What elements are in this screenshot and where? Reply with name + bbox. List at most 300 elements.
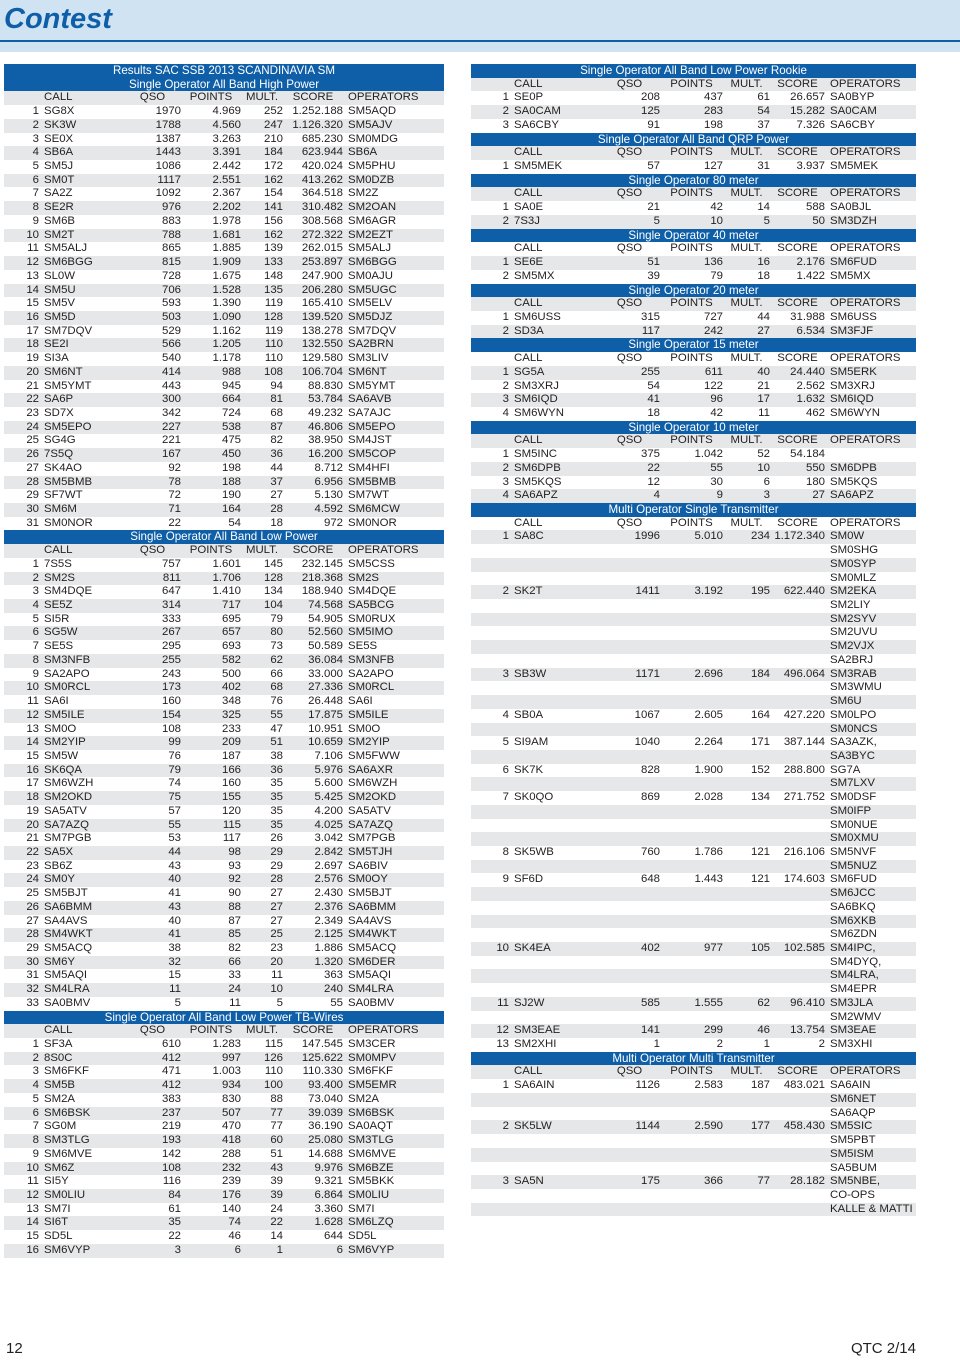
rank: 24 [4, 873, 44, 887]
qso-count: 1040 [634, 736, 660, 749]
operators: SM2VJX [825, 640, 916, 654]
table-title: Results SAC SSB 2013 SCANDINAVIA SM [4, 64, 444, 78]
score: 4.025 [283, 819, 343, 833]
points: 5.010 [660, 530, 723, 544]
call-sign: SM5MEK [514, 160, 563, 173]
result-row [4, 1203, 444, 1217]
score: 5.130 [314, 489, 343, 502]
operators: SM2WMV [830, 1010, 882, 1023]
multipliers: 148 [263, 269, 283, 282]
operators: SA7AZQ [343, 819, 444, 833]
qso-count: 865 [161, 242, 181, 255]
result-row [4, 1244, 444, 1258]
points: 122 [703, 379, 723, 392]
score: 13.754 [770, 1024, 825, 1038]
operators: SM7LXV [825, 777, 916, 791]
multipliers: 35 [270, 777, 283, 790]
points: 538 [181, 421, 241, 435]
score: 14.688 [308, 1147, 343, 1160]
points: 977 [660, 942, 723, 956]
qso-count: 585 [599, 997, 660, 1011]
operators: SM0O [348, 722, 381, 735]
points: 46 [228, 1230, 241, 1243]
qso-count: 21 [647, 201, 660, 214]
operators-column-header: OPERATORS [825, 146, 916, 160]
result-row [4, 736, 444, 750]
rank-column-header [471, 517, 514, 531]
call-sign: SF6D [514, 873, 544, 886]
multipliers [723, 969, 770, 983]
result-row [471, 270, 916, 284]
qso-count: 760 [640, 845, 660, 858]
call-sign: SM5INC [514, 448, 558, 461]
operators: SA0CAM [825, 105, 916, 119]
qso-count: 255 [599, 366, 660, 380]
result-row [4, 695, 444, 709]
score: 458.430 [770, 1120, 825, 1134]
score: 206.280 [283, 284, 343, 298]
rank: 16 [4, 1244, 44, 1258]
call-sign: SM2T [44, 229, 124, 243]
call-sign [514, 640, 599, 654]
call-sign: SA6APZ [514, 489, 599, 503]
operators: SA5ATV [348, 804, 391, 817]
result-row [4, 668, 444, 682]
category-title: Single Operator 80 meter [471, 174, 916, 188]
call-sign: SM3TLG [44, 1134, 124, 1148]
score: 1.320 [283, 956, 343, 970]
operators: SM2SYV [825, 613, 916, 627]
score [770, 1107, 825, 1121]
points: 1.706 [181, 572, 241, 586]
score: 10.659 [283, 736, 343, 750]
operators: SA2APO [348, 667, 394, 680]
call-sign: SK5WB [514, 845, 554, 858]
points: 3.263 [212, 132, 241, 145]
points-column-header: POINTS [660, 187, 723, 201]
qso-count [599, 626, 660, 640]
qso-count [599, 1134, 660, 1148]
qso-count: 71 [124, 503, 181, 517]
multipliers: 44 [757, 310, 770, 323]
result-row [4, 380, 444, 394]
call-sign [514, 750, 599, 764]
multipliers: 28 [241, 873, 283, 887]
points: 450 [181, 448, 241, 462]
qso-count: 828 [640, 763, 660, 776]
call-column-header: CALL [514, 434, 599, 448]
call-sign: SM5ALJ [44, 242, 88, 255]
result-row [4, 297, 444, 311]
call-sign: SM6VYP [44, 1244, 124, 1258]
call-sign: SM0T [44, 174, 124, 188]
rank: 8 [502, 845, 509, 858]
score-column-header: SCORE [283, 544, 343, 558]
rank: 29 [26, 942, 39, 954]
points: 1.042 [694, 448, 723, 461]
points: 96 [660, 393, 723, 407]
operators: SM3CER [348, 1038, 396, 1051]
multipliers: 6 [763, 475, 770, 488]
operators: SA6AQP [830, 1106, 876, 1119]
operators: SM5NBE, [825, 1175, 916, 1189]
qso-count: 1 [653, 1038, 660, 1051]
points: 120 [221, 804, 241, 817]
multipliers [723, 915, 770, 929]
points-column-header: POINTS [660, 146, 723, 160]
points: 1.205 [181, 338, 241, 352]
call-sign: SD7X [44, 406, 74, 419]
multipliers [723, 901, 770, 915]
category-title: Multi Operator Single Transmitter [471, 503, 916, 517]
score: 7.106 [314, 749, 343, 762]
page-header [0, 0, 960, 52]
points-column-header: POINTS [660, 1065, 723, 1079]
call-sign [514, 1134, 599, 1148]
rank: 11 [27, 1175, 39, 1188]
score: 7.326 [796, 118, 825, 131]
qso-count: 15 [168, 969, 181, 982]
operators: SA6BKQ [830, 900, 876, 913]
rank: 11 [27, 242, 39, 255]
call-sign: SK4EA [514, 942, 599, 956]
result-row [471, 462, 916, 476]
multipliers: 5 [723, 215, 770, 229]
qso-count: 342 [161, 406, 181, 419]
result-row [471, 969, 916, 983]
multipliers: 141 [241, 201, 283, 215]
call-column-header: CALL [514, 78, 599, 92]
points: 233 [221, 722, 241, 735]
rank [471, 1093, 514, 1107]
rank-column-header [471, 187, 514, 201]
multipliers: 187 [750, 1079, 770, 1092]
qso-count: 76 [168, 749, 181, 762]
rank: 21 [26, 379, 39, 392]
column-header-row [471, 187, 916, 201]
operators: SM5BMB [343, 476, 444, 490]
qso-count: 1171 [599, 668, 660, 682]
result-row [471, 805, 916, 819]
operators-column-header: OPERATORS [343, 544, 444, 558]
points: 9 [660, 489, 723, 503]
operators-column-header: OPERATORS [825, 1065, 916, 1079]
points [660, 558, 723, 572]
qso-count: 40 [168, 914, 181, 927]
points: 1.909 [181, 256, 241, 270]
rank: 1 [471, 366, 514, 380]
category-header-row [471, 338, 916, 352]
multipliers [723, 1011, 770, 1025]
rank [471, 1107, 514, 1121]
operators: SM0NUE [830, 818, 878, 831]
qso-count [599, 599, 660, 613]
qso-count: 57 [168, 804, 181, 817]
multipliers: 29 [241, 846, 283, 860]
points: 1.162 [212, 324, 241, 337]
points: 3.391 [181, 146, 241, 160]
multipliers [723, 544, 770, 558]
multipliers: 162 [241, 229, 283, 243]
multipliers: 119 [264, 324, 283, 337]
multipliers: 27 [241, 901, 283, 915]
call-sign: SE6E [514, 256, 599, 270]
multipliers: 22 [241, 1216, 283, 1230]
result-row [4, 407, 444, 421]
points: 1.555 [660, 997, 723, 1011]
multipliers: 37 [757, 118, 770, 131]
column-header-row [471, 78, 916, 92]
points: 2.264 [694, 736, 723, 749]
operators: SM5NUZ [825, 860, 916, 874]
qso-count [599, 805, 660, 819]
points: 11 [229, 996, 241, 1009]
score: 55 [330, 996, 343, 1009]
result-row [471, 311, 916, 325]
score: 10.951 [308, 722, 343, 735]
operators-column-header: OPERATORS [825, 297, 916, 311]
rank: 2 [471, 105, 514, 119]
multipliers: 172 [263, 160, 283, 173]
points: 79 [710, 269, 723, 282]
rank: 1 [502, 310, 509, 323]
result-row [4, 489, 444, 503]
multipliers: 35 [241, 819, 283, 833]
result-row [471, 1148, 916, 1162]
call-sign: SA6P [44, 393, 124, 407]
score: 427.220 [783, 708, 825, 721]
multipliers: 184 [241, 146, 283, 160]
result-row [471, 681, 916, 695]
rank-column-header [471, 297, 514, 311]
qso-count [599, 1148, 660, 1162]
category-header-row [471, 64, 916, 78]
rank-column-header [471, 434, 514, 448]
rank: 2 [4, 572, 44, 586]
operators: SM6LZQ [343, 1216, 444, 1230]
qso-count: 976 [124, 201, 181, 215]
operators: SM6U [825, 695, 916, 709]
points: 500 [221, 667, 241, 680]
qso-column-header: QSO [616, 352, 643, 365]
score: 28.182 [770, 1175, 825, 1189]
qso-column-header: QSO [599, 78, 660, 92]
rank [471, 1203, 514, 1217]
result-row [471, 613, 916, 627]
points: 2.583 [694, 1079, 723, 1092]
category-header-row [471, 174, 916, 188]
points: 93 [228, 859, 241, 872]
qso-count: 32 [124, 956, 181, 970]
operators: SM4IPC, [825, 942, 916, 956]
operators: SM4LRA, [825, 969, 916, 983]
operators: SA2BRN [343, 338, 444, 352]
result-row [4, 915, 444, 929]
call-sign [514, 558, 599, 572]
qso-count [599, 681, 660, 695]
call-sign: SG4G [44, 434, 76, 447]
call-sign: SI3A [44, 352, 69, 365]
points-column-header: POINTS [181, 544, 241, 558]
multipliers: 14 [757, 201, 770, 214]
qso-count [599, 640, 660, 654]
call-sign: SM5D [44, 311, 124, 325]
score: 106.704 [283, 366, 343, 380]
column-header-row [471, 297, 916, 311]
qso-count: 503 [124, 311, 181, 325]
score: 38.950 [308, 434, 343, 447]
score: 2.376 [283, 901, 343, 915]
operators: SM5ACQ [348, 942, 397, 954]
qso-count: 333 [161, 612, 181, 625]
rank: 15 [26, 1230, 39, 1243]
call-sign: SM6DPB [514, 462, 599, 476]
score: 685.230 [301, 132, 343, 145]
score: 2.349 [314, 914, 343, 927]
call-sign: SM0RCL [44, 681, 124, 695]
call-sign: SM0O [44, 722, 77, 735]
points: 2.202 [181, 201, 241, 215]
rank-column-header [471, 146, 514, 160]
rank [471, 777, 514, 791]
points: 98 [181, 846, 241, 860]
score: 24.440 [770, 366, 825, 380]
rank: 1 [471, 256, 514, 270]
qso-count: 1443 [124, 146, 181, 160]
score: 4.592 [283, 503, 343, 517]
operators: SA3BYC [825, 750, 916, 764]
score [770, 983, 825, 997]
category-header-row [471, 229, 916, 243]
qso-count: 412 [124, 1052, 181, 1066]
qso-count: 74 [168, 777, 181, 790]
call-column-header: CALL [514, 187, 599, 201]
result-row [471, 201, 916, 215]
multipliers: 62 [723, 997, 770, 1011]
rank: 19 [26, 352, 39, 365]
multipliers [723, 723, 770, 737]
points: 2.028 [694, 791, 723, 804]
result-row [4, 421, 444, 435]
result-row [4, 585, 444, 599]
qso-count: 1117 [124, 174, 181, 188]
multipliers: 121 [750, 873, 770, 886]
score: 420.024 [301, 160, 343, 173]
operators: SM4HFI [348, 461, 390, 474]
rank [471, 572, 514, 586]
score: 188.940 [301, 585, 343, 598]
result-row [4, 750, 444, 764]
multipliers [723, 887, 770, 901]
multipliers: 121 [750, 845, 770, 858]
rank: 1 [32, 557, 39, 570]
multipliers: 184 [723, 668, 770, 682]
rank [471, 1162, 514, 1176]
points: 418 [181, 1134, 241, 1148]
rank-column-header [471, 1065, 514, 1079]
points: 136 [660, 256, 723, 270]
multipliers: 20 [241, 956, 283, 970]
operators: SM0MPV [343, 1052, 444, 1066]
qso-count: 22 [168, 516, 181, 529]
points: 30 [710, 475, 723, 488]
call-sign: SM4DQE [44, 585, 93, 598]
result-row [4, 572, 444, 586]
score: 39.039 [283, 1107, 343, 1121]
score: 308.568 [301, 214, 343, 227]
result-row [471, 393, 916, 407]
qso-count: 54 [647, 379, 660, 392]
points: 92 [181, 873, 241, 887]
points: 695 [221, 612, 241, 625]
points [660, 1134, 723, 1148]
rank: 13 [26, 269, 39, 282]
qso-count: 412 [124, 1079, 181, 1093]
call-column-header: CALL [514, 1065, 599, 1079]
results-table-left [4, 64, 444, 1258]
points: 242 [660, 325, 723, 339]
right-results-column [471, 64, 916, 1216]
result-row [4, 325, 444, 339]
operators: SM3LIV [348, 352, 389, 365]
points: 6 [181, 1244, 241, 1258]
category-title: Single Operator All Band High Power [4, 78, 444, 92]
result-row [4, 270, 444, 284]
operators: SM6MCW [343, 503, 444, 517]
points-column-header: POINTS [660, 434, 723, 448]
multipliers: 82 [270, 434, 283, 447]
points: 988 [181, 366, 241, 380]
rank: 20 [4, 819, 44, 833]
result-row [471, 860, 916, 874]
result-row [4, 805, 444, 819]
rank [471, 1189, 514, 1203]
result-row [4, 201, 444, 215]
rank: 27 [26, 461, 39, 474]
points: 717 [181, 599, 241, 613]
result-row [4, 133, 444, 147]
multipliers: 51 [270, 1147, 283, 1160]
qso-count: 414 [124, 366, 181, 380]
rank: 13 [26, 722, 39, 735]
rank [471, 805, 514, 819]
score: 496.064 [770, 668, 825, 682]
call-sign: SM0Y [44, 873, 124, 887]
score: 31.988 [790, 310, 825, 323]
score: 218.368 [283, 572, 343, 586]
rank: 4 [502, 708, 509, 721]
result-row [471, 1079, 916, 1093]
rank [471, 819, 514, 833]
rank: 5 [32, 1092, 39, 1105]
call-sign: SE0X [44, 132, 74, 145]
operators: SM0LIU [343, 1189, 444, 1203]
operators: SM6FUD [825, 256, 916, 270]
rank [471, 750, 514, 764]
points: 348 [221, 695, 241, 708]
operators: SM5AQD [348, 105, 397, 118]
points: 87 [228, 914, 241, 927]
points: 727 [703, 310, 723, 323]
result-row [4, 599, 444, 613]
mult-column-header: MULT. [241, 91, 283, 105]
call-sign [514, 1189, 599, 1203]
operators: SM5AQI [348, 969, 392, 982]
rank: 23 [26, 406, 39, 419]
operators: SM5FWW [348, 749, 400, 762]
score: 1.886 [314, 942, 343, 954]
score: 26.448 [308, 695, 343, 708]
